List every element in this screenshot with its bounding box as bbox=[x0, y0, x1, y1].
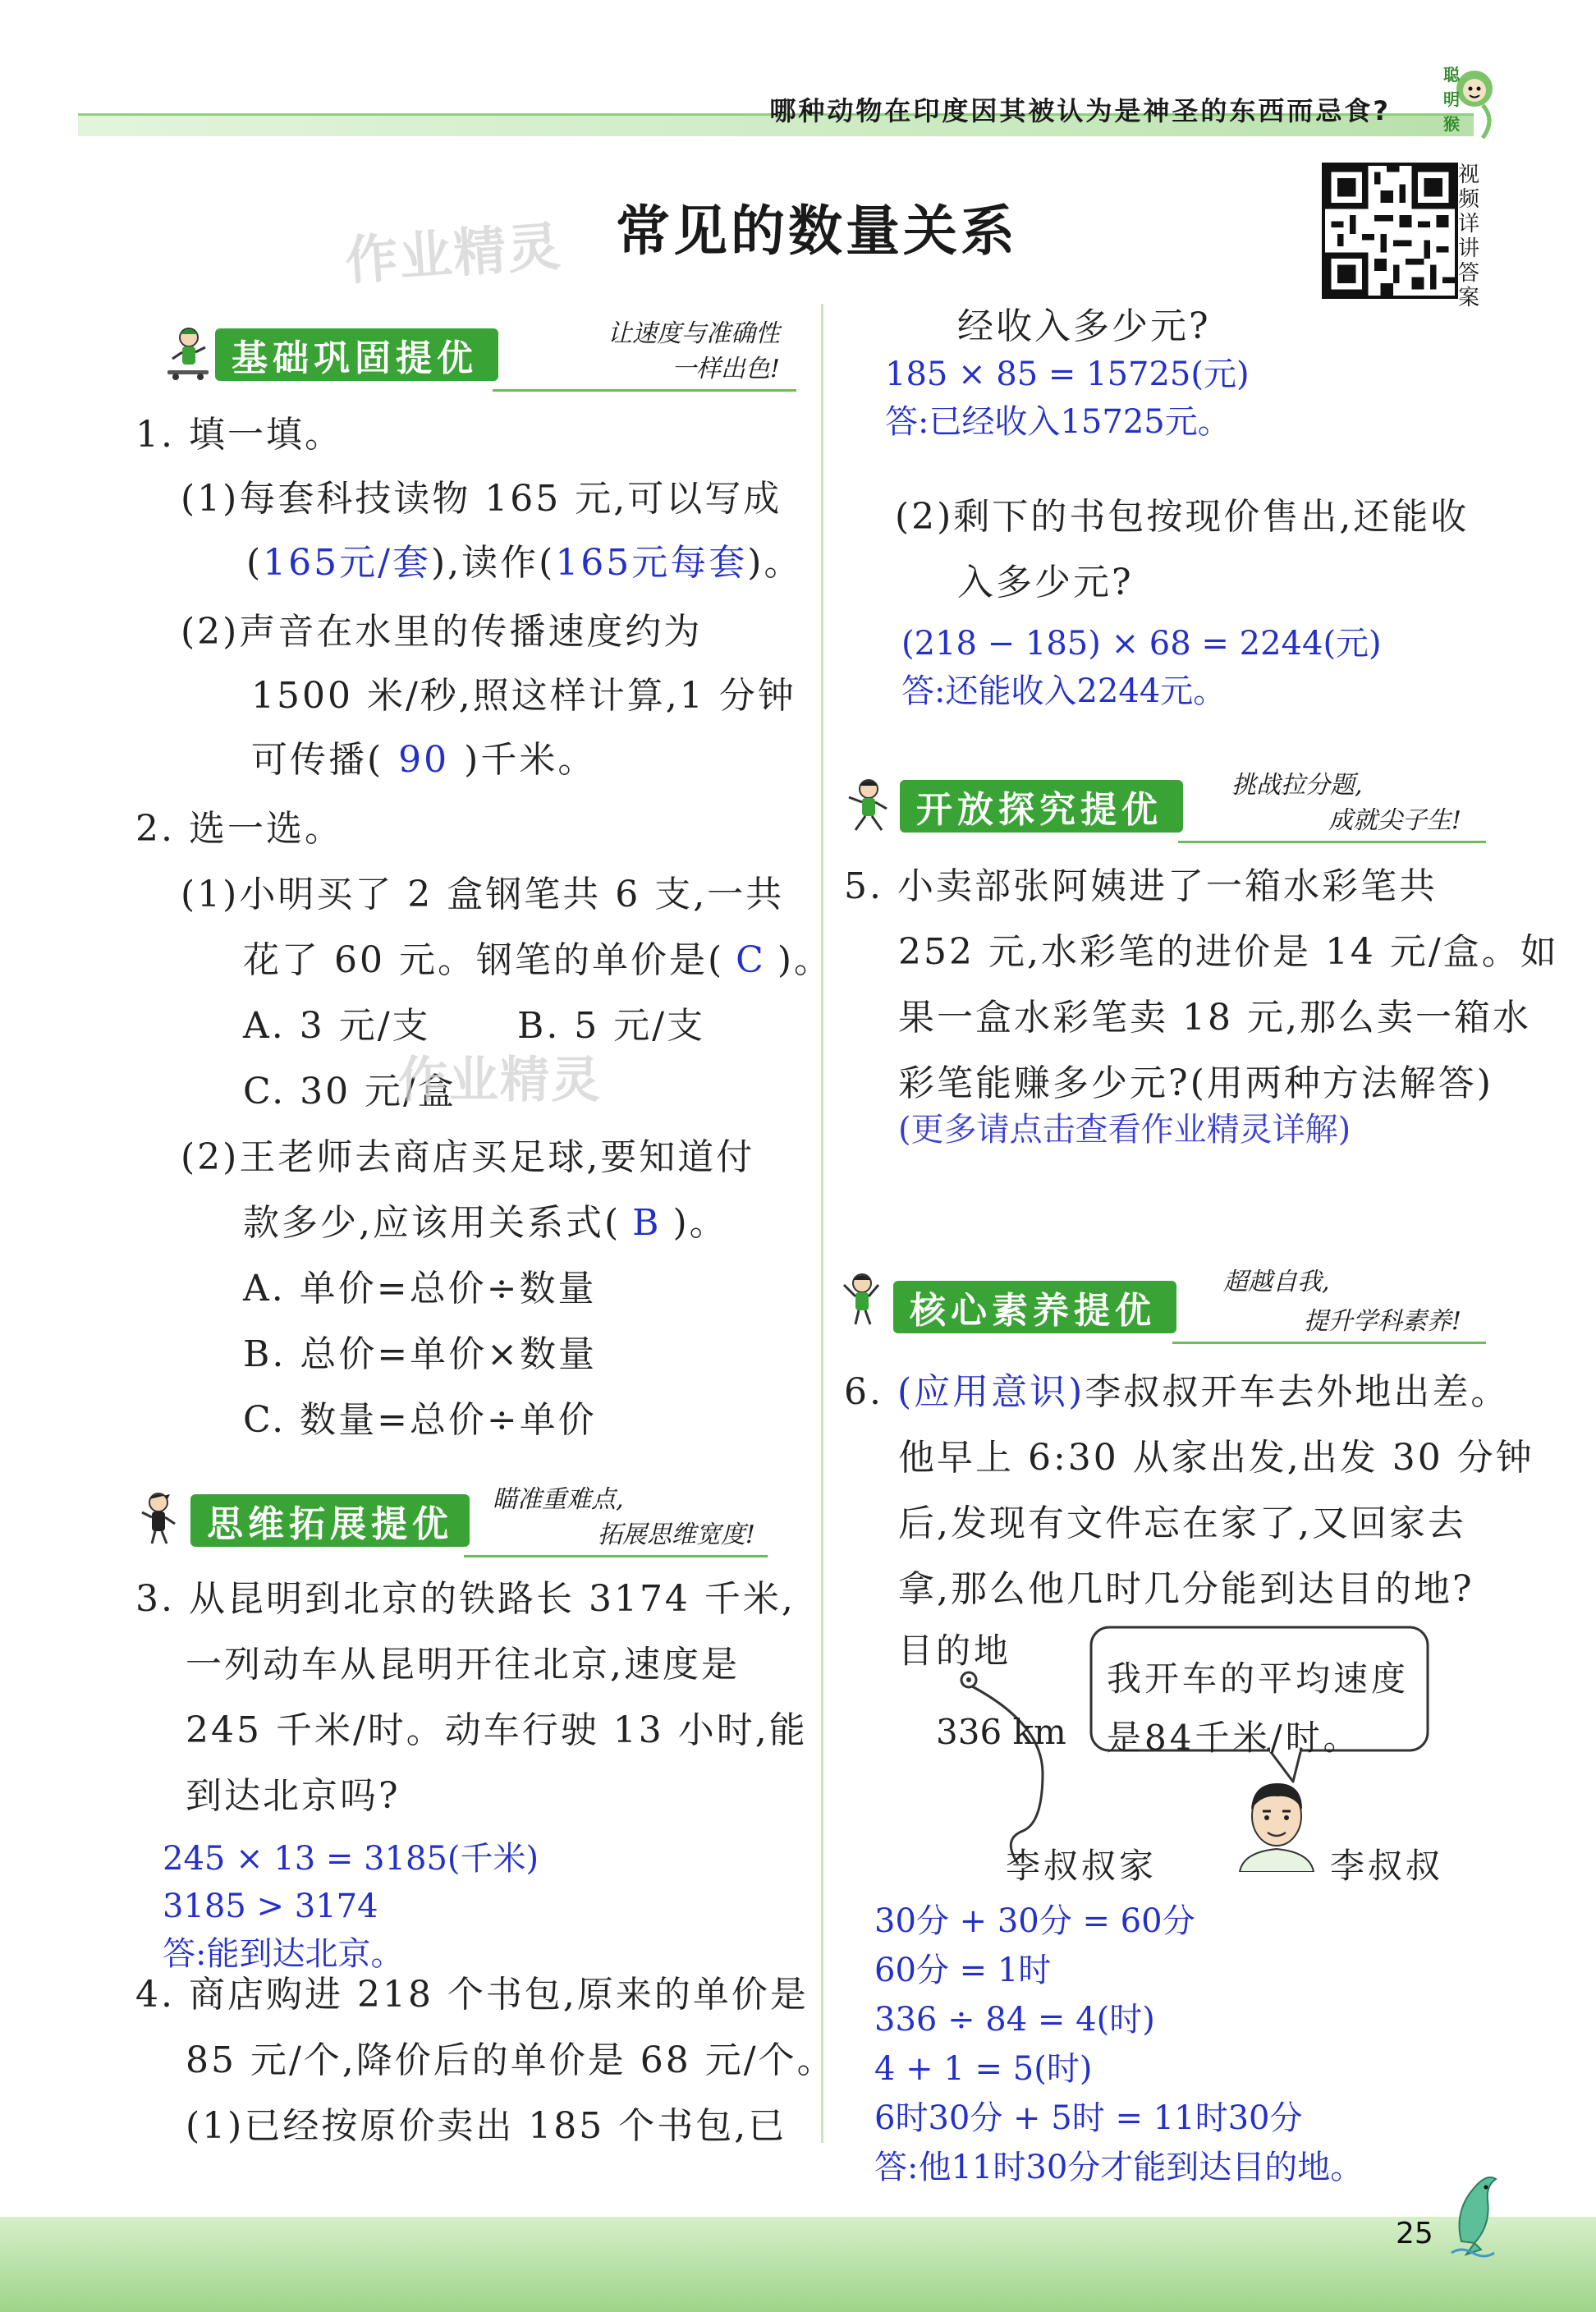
q5-line3: 果一盒水彩笔卖 18 元,那么卖一箱水 bbox=[898, 997, 1531, 1039]
uncle-li-avatar-icon bbox=[1231, 1773, 1322, 1872]
q2-part2-line2: 款多少,应该用关系式( B )。 bbox=[243, 1202, 728, 1244]
q3-answer-line3: 答:能到达北京。 bbox=[163, 1935, 404, 1973]
thinking-kid-icon bbox=[135, 1488, 183, 1545]
q6-answer-line5: 6时30分 + 5时 = 11时30分 bbox=[874, 2099, 1303, 2137]
q2-part2-answer: B bbox=[632, 1202, 662, 1244]
q5-line1: 5. 小卖部张阿姨进了一箱水彩笔共 bbox=[844, 865, 1438, 907]
q6-tag: (应用意识) bbox=[897, 1371, 1085, 1413]
q4-part1-line2: 经收入多少元? bbox=[957, 305, 1211, 347]
q6-answer-line3: 336 ÷ 84 = 4(时) bbox=[874, 2001, 1155, 2039]
q6-line2: 他早上 6:30 从家出发,出发 30 分钟 bbox=[898, 1437, 1534, 1479]
watermark: 作业精灵 bbox=[343, 216, 564, 293]
section-thinking-tag2: 拓展思维宽度! bbox=[597, 1521, 755, 1549]
q4-line2: 85 元/个,降价后的单价是 68 元/个。 bbox=[186, 2039, 836, 2081]
q3-line2: 一列动车从昆明开往北京,速度是 bbox=[186, 1644, 740, 1686]
q1-part2-answer: 90 bbox=[398, 739, 450, 781]
q4-part1-answer2: 答:已经收入15725元。 bbox=[885, 403, 1231, 441]
q2-heading: 2. 选一选。 bbox=[135, 808, 343, 850]
running-kid-icon bbox=[844, 776, 892, 833]
section-thinking-underline bbox=[464, 1555, 768, 1557]
q4-part2-answer1: (218 − 185) × 68 = 2244(元) bbox=[901, 625, 1382, 663]
q2-part1-line1: (1)小明买了 2 盒钢笔共 6 支,一共 bbox=[181, 874, 785, 915]
section-basic-title: 基础巩固提优 bbox=[215, 328, 498, 381]
q1-part1-answer1: 165元/套 bbox=[263, 542, 431, 584]
q6-home-label: 李叔叔家 bbox=[1006, 1846, 1158, 1886]
section-thinking-tag1: 瞄准重难点, bbox=[493, 1485, 624, 1514]
q2-option-c1: C. 30 元/盒 bbox=[243, 1071, 456, 1112]
section-thinking-title: 思维拓展提优 bbox=[190, 1494, 470, 1547]
q1-part1-line2: (165元/套),读作(165元每套)。 bbox=[246, 542, 803, 584]
svg-text:明: 明 bbox=[1443, 89, 1460, 109]
q1-part2-line1: (2)声音在水里的传播速度约为 bbox=[181, 611, 703, 653]
section-open-tag2: 成就尖子生! bbox=[1328, 806, 1461, 835]
q3-line1: 3. 从昆明到北京的铁路长 3174 千米, bbox=[135, 1578, 796, 1620]
q4-part1-line1: (1)已经按原价卖出 185 个书包,已 bbox=[186, 2105, 787, 2147]
q1-part2-line2: 1500 米/秒,照这样计算,1 分钟 bbox=[251, 675, 796, 717]
q6-person-label: 李叔叔 bbox=[1330, 1846, 1444, 1886]
q5-line4: 彩笔能赚多少元?(用两种方法解答) bbox=[898, 1062, 1493, 1104]
q6-answer-line2: 60分 = 1时 bbox=[874, 1952, 1052, 1989]
section-core-tag2: 提升学科素养! bbox=[1303, 1307, 1461, 1336]
q2-part1-answer: C bbox=[736, 939, 766, 981]
q4-line1: 4. 商店购进 218 个书包,原来的单价是 bbox=[135, 1974, 809, 2016]
q6-answer-line1: 30分 + 30分 = 60分 bbox=[874, 1902, 1195, 1940]
skateboard-kid-icon bbox=[164, 324, 212, 382]
watermark-mid: 作业精灵 bbox=[398, 1052, 602, 1109]
q3-answer-line2: 3185 > 3174 bbox=[163, 1888, 378, 1925]
q3-line4: 到达北京吗? bbox=[186, 1775, 401, 1817]
cheering-kid-icon bbox=[837, 1268, 885, 1326]
section-open-underline bbox=[1178, 841, 1486, 843]
svg-text:聪: 聪 bbox=[1443, 65, 1460, 85]
monkey-logo-icon bbox=[1442, 56, 1497, 146]
q5-line2: 252 元,水彩笔的进价是 14 元/盒。如 bbox=[898, 931, 1559, 973]
qr-label: 视频详讲答案 bbox=[1458, 163, 1480, 310]
page-number: 25 bbox=[1396, 2217, 1433, 2250]
q1-heading: 1. 填一填。 bbox=[135, 414, 343, 456]
q6-answer-line6: 答:他11时30分才能到达目的地。 bbox=[874, 2149, 1364, 2186]
q2-option-a2: A. 单价=总价÷数量 bbox=[243, 1268, 597, 1310]
section-core-tag1: 超越自我, bbox=[1223, 1268, 1330, 1296]
section-core-title: 核心素养提优 bbox=[893, 1281, 1176, 1333]
q6-distance: 336 km bbox=[936, 1712, 1066, 1752]
q1-part2-line3: 可传播( 90 )千米。 bbox=[251, 739, 597, 781]
q2-part2-line1: (2)王老师去商店买足球,要知道付 bbox=[181, 1136, 755, 1178]
speech-line2: 是84千米/时。 bbox=[1107, 1718, 1361, 1758]
q1-part1-answer2: 165元每套 bbox=[555, 542, 748, 584]
section-basic-tag2: 一样出色! bbox=[671, 355, 780, 383]
q4-part2-line2: 入多少元? bbox=[957, 562, 1134, 603]
q3-answer-line1: 245 × 13 = 3185(千米) bbox=[163, 1840, 539, 1878]
q4-part2-line1: (2)剩下的书包按现价售出,还能收 bbox=[895, 496, 1470, 538]
q2-option-b2: B. 总价=单价×数量 bbox=[243, 1333, 598, 1375]
section-basic-tag1: 让速度与准确性 bbox=[608, 319, 780, 348]
svg-text:猴: 猴 bbox=[1443, 114, 1460, 134]
section-core-underline bbox=[1172, 1342, 1486, 1344]
column-divider bbox=[821, 304, 823, 2143]
q1-part1-line1: (1)每套科技读物 165 元,可以写成 bbox=[181, 478, 782, 520]
q6-line1: 6. (应用意识)李叔叔开车去外地出差。 bbox=[844, 1371, 1510, 1413]
q5-answer-link[interactable]: (更多请点击查看作业精灵详解) bbox=[898, 1111, 1351, 1149]
section-open-tag1: 挑战拉分题, bbox=[1231, 771, 1363, 800]
q3-line3: 245 千米/时。动车行驶 13 小时,能 bbox=[186, 1709, 808, 1751]
speech-line1: 我开车的平均速度 bbox=[1107, 1658, 1410, 1699]
q6-line3: 后,发现有文件忘在家了,又回家去 bbox=[898, 1502, 1466, 1544]
q2-option-b1: B. 5 元/支 bbox=[517, 1005, 706, 1047]
qr-code-icon[interactable] bbox=[1322, 163, 1458, 299]
q2-option-a1: A. 3 元/支 bbox=[243, 1005, 431, 1047]
speech-bubble bbox=[1088, 1624, 1449, 1788]
q6-answer-line4: 4 + 1 = 5(时) bbox=[874, 2050, 1093, 2088]
footer-band bbox=[0, 2217, 1596, 2312]
q2-option-c2: C. 数量=总价÷单价 bbox=[243, 1399, 597, 1441]
dolphin-icon bbox=[1445, 2168, 1511, 2258]
q6-line4: 拿,那么他几时几分能到达目的地? bbox=[898, 1568, 1474, 1610]
q2-part1-line2: 花了 60 元。钢笔的单价是( C )。 bbox=[243, 939, 832, 981]
header-question: 哪种动物在印度因其被认为是神圣的东西而忌食? bbox=[769, 95, 1391, 126]
q4-part1-answer1: 185 × 85 = 15725(元) bbox=[885, 356, 1250, 393]
section-open-title: 开放探究提优 bbox=[900, 780, 1183, 833]
page-title: 常见的数量关系 bbox=[616, 200, 1018, 263]
q4-part2-answer2: 答:还能收入2244元。 bbox=[901, 672, 1227, 710]
section-basic-underline bbox=[493, 389, 796, 392]
q6-destination-label: 目的地 bbox=[898, 1631, 1012, 1671]
